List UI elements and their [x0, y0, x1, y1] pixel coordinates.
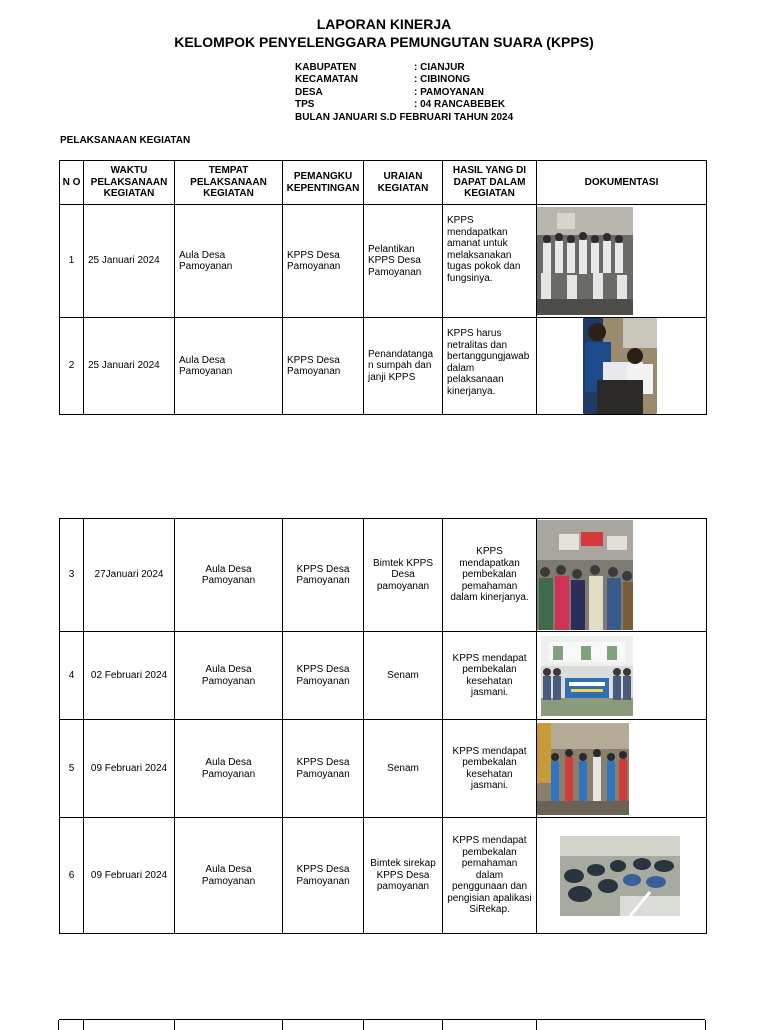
row-no: 6: [60, 818, 84, 934]
activity-table-2: [59, 518, 707, 934]
row-hasil: KPPS mendapat pembekalan kesehatan jasmani.: [443, 632, 537, 720]
row-uraian: Bimtek sirekap KPPS Desa pamoyanan: [364, 818, 443, 934]
info-desa: DESA : PAMOYANAN: [295, 86, 485, 98]
row-uraian: Penandatanga n sumpah dan janji KPPS: [364, 318, 443, 415]
table-header-row: [60, 161, 707, 205]
row-tempat: Aula Desa Pamoyanan: [175, 205, 283, 318]
table-row: [60, 632, 707, 720]
row-tempat: Aula Desa Pamoyanan: [175, 632, 283, 720]
row-waktu: 27Januari 2024: [84, 519, 175, 632]
row-hasil: KPPS mendapat pembekalan pemahaman dalam penggunaan dan pengisian apalikasi SiRekap.: [443, 818, 537, 934]
row-tempat: Aula Desa Pamoyanan: [175, 818, 283, 934]
info-periode: BULAN JANUARI S.D FEBRUARI TAHUN 2024: [295, 111, 514, 123]
table-row: [60, 205, 707, 318]
col-dokumentasi: DOKUMENTASI: [537, 161, 707, 205]
row-pemangku: KPPS Desa Pamoyanan: [283, 818, 364, 934]
row-dokumentasi: [537, 519, 707, 632]
row-waktu: 25 Januari 2024: [84, 205, 175, 318]
col-waktu: WAKTU PELAKSANAAN KEGIATAN: [84, 161, 175, 205]
row-no: 4: [60, 632, 84, 720]
row-hasil: KPPS mendapatkan pembekalan pemahaman dalam kinerjanya.: [443, 519, 537, 632]
table-row: [60, 818, 707, 934]
row-hasil: KPPS mendapat pembekalan kesehatan jasmani.: [443, 720, 537, 818]
table-row: [60, 318, 707, 415]
documentation-photo: [537, 520, 633, 630]
col-uraian: URAIAN KEGIATAN: [364, 161, 443, 205]
row-uraian: Pelantikan KPPS Desa Pamoyanan: [364, 205, 443, 318]
section-title: PELAKSANAAN KEGIATAN: [60, 135, 191, 146]
col-hasil: HASIL YANG DI DAPAT DALAM KEGIATAN: [443, 161, 537, 205]
row-tempat: Aula Desa Pamoyanan: [175, 318, 283, 415]
documentation-photo: [541, 636, 633, 716]
row-dokumentasi: [537, 818, 707, 934]
row-no: 2: [60, 318, 84, 415]
col-tempat: TEMPAT PELAKSANAAN KEGIATAN: [175, 161, 283, 205]
report-info: [295, 62, 513, 124]
row-waktu: 09 Februari 2024: [84, 818, 175, 934]
col-pemangku: PEMANGKU KEPENTINGAN: [283, 161, 364, 205]
documentation-photo: [537, 723, 629, 815]
row-pemangku: KPPS Desa Pamoyanan: [283, 318, 364, 415]
row-dokumentasi: [537, 632, 707, 720]
info-tps: TPS : 04 RANCABEBEK: [295, 99, 506, 111]
documentation-photo: [560, 836, 680, 916]
info-kecamatan: KECAMATAN : CIBINONG: [295, 74, 471, 86]
row-no: 1: [60, 205, 84, 318]
row-waktu: 02 Februari 2024: [84, 632, 175, 720]
row-uraian: Senam: [364, 720, 443, 818]
col-no: N O: [60, 161, 84, 205]
row-dokumentasi: [537, 205, 707, 318]
row-pemangku: KPPS Desa Pamoyanan: [283, 720, 364, 818]
info-kabupaten: KABUPATEN : CIANJUR: [295, 62, 465, 73]
activity-table-1: [59, 160, 707, 415]
table-row: [60, 720, 707, 818]
row-no: 5: [60, 720, 84, 818]
row-pemangku: KPPS Desa Pamoyanan: [283, 205, 364, 318]
row-dokumentasi: [537, 720, 707, 818]
row-waktu: 25 Januari 2024: [84, 318, 175, 415]
row-waktu: 09 Februari 2024: [84, 720, 175, 818]
report-subtitle: KELOMPOK PENYELENGGARA PEMUNGUTAN SUARA (KPPS): [174, 34, 594, 50]
row-hasil: KPPS mendapatkan amanat untuk melaksanakan tugas pokok dan fungsinya.: [443, 205, 537, 318]
row-pemangku: KPPS Desa Pamoyanan: [283, 632, 364, 720]
documentation-photo: [583, 318, 657, 414]
table-row: [60, 519, 707, 632]
row-pemangku: KPPS Desa Pamoyanan: [283, 519, 364, 632]
report-title: LAPORAN KINERJA: [316, 16, 452, 32]
row-tempat: Aula Desa Pamoyanan: [175, 720, 283, 818]
row-uraian: Bimtek KPPS Desa pamoyanan: [364, 519, 443, 632]
row-dokumentasi: [537, 318, 707, 415]
next-table-edge: [59, 1019, 705, 1030]
documentation-photo: [537, 207, 633, 315]
row-uraian: Senam: [364, 632, 443, 720]
row-hasil: KPPS harus netralitas dan bertanggungjawab dalam pelaksanaan kinerjanya.: [443, 318, 537, 415]
row-tempat: Aula Desa Pamoyanan: [175, 519, 283, 632]
row-no: 3: [60, 519, 84, 632]
